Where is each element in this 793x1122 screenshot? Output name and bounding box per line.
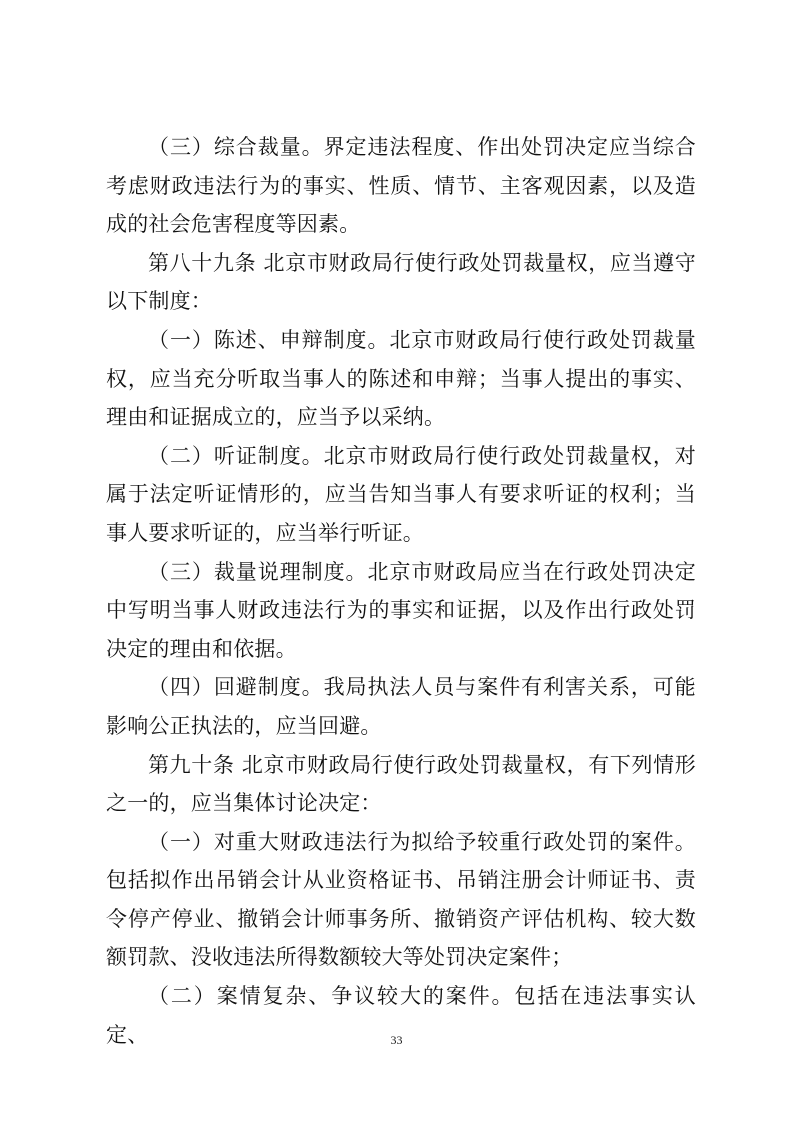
- paragraph-recusal-system: （四）回避制度。我局执法人员与案件有利害关系，可能影响公正执法的，应当回避。: [106, 675, 696, 738]
- article-89-heading: 第八十九条 北京市财政局行使行政处罚裁量权，应当遵守以下制度：: [106, 250, 696, 314]
- page-number: 33: [390, 1033, 403, 1047]
- paragraph-statement-defense-system: （一）陈述、申辩制度。北京市财政局行使行政处罚裁量权，应当充分听取当事人的陈述和申辩；当事人提出的事实、理由和证据成立的，应当予以采纳。: [106, 327, 696, 430]
- paragraph-hearing-system: （二）听证制度。北京市财政局行使行政处罚裁量权，对属于法定听证情形的，应当告知当事人有要求听证的权利；当事人要求听证的，应当举行听证。: [106, 443, 696, 545]
- document-body: [106, 128, 696, 1054]
- paragraph-reasoning-system: （三）裁量说理制度。北京市财政局应当在行政处罚决定中写明当事人财政违法行为的事实和证据，以及作出行政处罚决定的理由和依据。: [106, 559, 696, 661]
- paragraph-complex-cases: （二）案情复杂、争议较大的案件。包括在违法事实认定、: [106, 984, 696, 1047]
- article-90-heading: 第九十条 北京市财政局行使行政处罚裁量权，有下列情形之一的，应当集体讨论决定：: [106, 752, 696, 816]
- paragraph-major-violation-cases: （一）对重大财政违法行为拟给予较重行政处罚的案件。包括拟作出吊销会计从业资格证书、吊销注册会计师证书、责令停产停业、撤销会计师事务所、撤销资产评估机构、较大数额罚款、没收违法所得数额较大等处罚决定案件；: [106, 829, 696, 970]
- paragraph-comprehensive-discretion: （三）综合裁量。界定违法程度、作出处罚决定应当综合考虑财政违法行为的事实、性质、情节、主客观因素，以及造成的社会危害程度等因素。: [106, 135, 696, 237]
